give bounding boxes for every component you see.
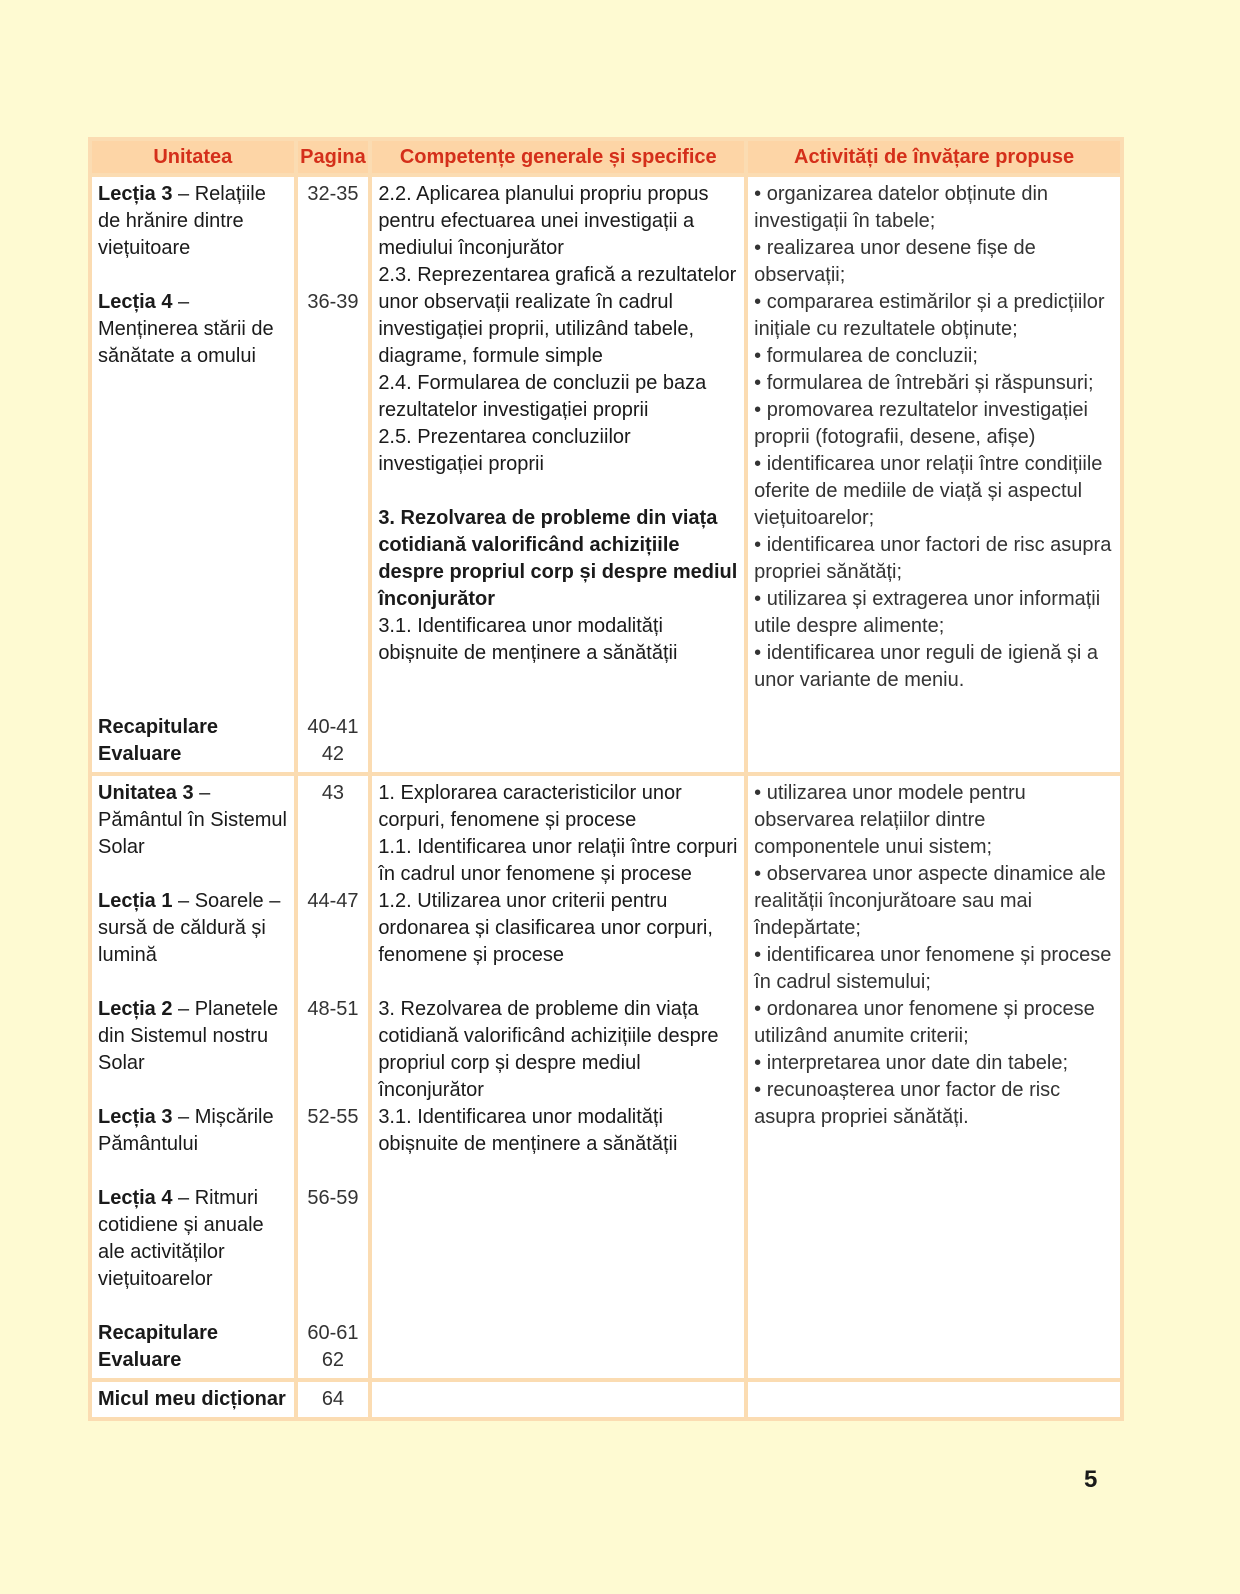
competences-cell xyxy=(370,774,746,1380)
activity-item: • identificarea unor relații între condițiile oferite de mediile de viață și aspectul viețuitoarelor; xyxy=(754,453,1103,529)
header-row xyxy=(90,139,1122,175)
recap-label: Recapitulare xyxy=(98,1322,219,1344)
lesson-title: Lecția 3 xyxy=(98,183,173,205)
unit-name: – Pământul în Sistemul Solar xyxy=(98,782,287,858)
competence-item: 3.1. Identificarea unor modalități obișnuite de menținere a sănătății xyxy=(378,1106,678,1155)
lesson-title: Lecția 4 xyxy=(98,291,173,313)
page-range: 62 xyxy=(321,1349,345,1371)
page-range: 40-41 xyxy=(307,716,359,738)
empty-cell xyxy=(746,1380,1122,1419)
activity-item: • interpretarea unor date din tabele; xyxy=(754,1052,1069,1074)
header-page: Pagina xyxy=(296,139,371,175)
unit-entry xyxy=(98,780,288,888)
activity-item: • identificarea unor fenomene și procese în cadrul sistemului; xyxy=(754,944,1112,993)
unit-cell xyxy=(90,774,296,1380)
competences-cell xyxy=(370,175,746,774)
dictionary-label: Micul meu dicționar xyxy=(90,1380,296,1419)
page-number: 5 xyxy=(1084,1466,1098,1493)
lesson-title: Lecția 3 xyxy=(98,1106,173,1128)
recap-label: Recapitulare xyxy=(98,716,219,738)
competence-item: 1. Explorarea caracteristicilor unor corpuri, fenomene și procese xyxy=(378,782,682,831)
table-row xyxy=(90,774,1122,1380)
competence-item: 1.2. Utilizarea unor criterii pentru ordonarea și clasificarea unor corpuri, fenomene și procese xyxy=(378,890,713,966)
lesson-title: Lecția 4 xyxy=(98,1187,173,1209)
header-unit: Unitatea xyxy=(90,139,296,175)
lesson-title: Lecția 2 xyxy=(98,998,173,1020)
page-range: 48-51 xyxy=(307,998,359,1020)
activity-item: • recunoașterea unor factor de risc asupra propriei sănătăți. xyxy=(754,1079,1061,1128)
page-cell xyxy=(296,774,371,1380)
activities-cell xyxy=(746,774,1122,1380)
page-range: 44-47 xyxy=(307,890,359,912)
lesson-entry xyxy=(98,996,288,1104)
header-competences: Competențe generale și specifice xyxy=(370,139,746,175)
competence-item: 3.1. Identificarea unor modalități obișnuite de menținere a sănătății xyxy=(378,615,678,664)
activity-item: • ordonarea unor fenomene și procese utilizând anumite criterii; xyxy=(754,998,1095,1047)
page-range: 36-39 xyxy=(307,291,359,313)
lesson-name: – Mișcările Pământului xyxy=(98,1106,274,1155)
unit-title: Unitatea 3 xyxy=(98,782,194,804)
lesson-entry xyxy=(98,1185,288,1320)
lesson-entry xyxy=(98,888,288,996)
activity-item: • compararea estimărilor și a predicțiilor inițiale cu rezultatele obținute; xyxy=(754,291,1105,340)
lesson-name: – Menținerea stării de sănătate a omului xyxy=(98,291,274,367)
competence-item: 1.1. Identificarea unor relații între corpuri în cadrul unor fenomene și procese xyxy=(378,836,738,885)
competence-item: 2.2. Aplicarea planului propriu propus pentru efectuarea unei investigații a mediului înconjurător xyxy=(378,183,709,259)
page-range: 43 xyxy=(321,782,345,804)
page-range: 32-35 xyxy=(307,183,359,205)
activity-item: • formularea de concluzii; xyxy=(754,345,978,367)
lesson-entry xyxy=(98,1104,288,1185)
competence-item: 3. Rezolvarea de probleme din viața cotidiană valorificând achizițiile despre propriul corp și despre mediul înconjurător xyxy=(378,998,719,1101)
activity-item: • promovarea rezultatelor investigației proprii (fotografii, desene, afișe) xyxy=(754,399,1088,448)
lesson-name: – Relațiile de hrănire dintre viețuitoare xyxy=(98,183,266,259)
competence-item: 2.3. Reprezentarea grafică a rezultatelor unor observații realizate în cadrul investigației proprii, utilizând tabele, diagrame, formule simple xyxy=(378,264,737,367)
competence-item: 2.4. Formularea de concluzii pe baza rezultatelor investigației proprii xyxy=(378,372,707,421)
page-range: 52-55 xyxy=(307,1106,359,1128)
page-range: 64 xyxy=(296,1380,371,1419)
lesson-name: – Soarele – sursă de căldură și lumină xyxy=(98,890,281,966)
activity-item: • realizarea unor desene fișe de observații; xyxy=(754,237,1036,286)
empty-cell xyxy=(370,1380,746,1419)
lesson-entry xyxy=(98,289,288,714)
activity-item: • organizarea datelor obținute din investigații în tabele; xyxy=(754,183,1049,232)
eval-label: Evaluare xyxy=(98,743,182,765)
table-row xyxy=(90,175,1122,774)
unit-cell xyxy=(90,175,296,774)
lesson-title: Lecția 1 xyxy=(98,890,173,912)
page-range: 42 xyxy=(321,743,345,765)
page-range: 60-61 xyxy=(307,1322,359,1344)
competence-heading: 3. Rezolvarea de probleme din viața cotidiană valorificând achizițiile despre propriul corp și despre mediul înconjurător xyxy=(378,507,738,610)
header-activities: Activități de învățare propuse xyxy=(746,139,1122,175)
activity-item: • identificarea unor factori de risc asupra propriei sănătăți; xyxy=(754,534,1112,583)
activity-item: • utilizarea și extragerea unor informații utile despre alimente; xyxy=(754,588,1101,637)
activity-item: • formularea de întrebări și răspunsuri; xyxy=(754,372,1094,394)
activities-cell xyxy=(746,175,1122,774)
activity-item: • utilizarea unor modele pentru observarea relațiilor dintre componentele unui sistem; xyxy=(754,782,1026,858)
activity-item: • identificarea unor reguli de igienă și a unor variante de meniu. xyxy=(754,642,1099,691)
competence-item: 2.5. Prezentarea concluziilor investigației proprii xyxy=(378,426,631,475)
lesson-entry xyxy=(98,181,288,289)
lesson-name: – Ritmuri cotidiene și anuale ale activităților viețuitoarelor xyxy=(98,1187,264,1290)
table-row xyxy=(90,1380,1122,1419)
curriculum-table xyxy=(88,137,1124,1421)
page-cell xyxy=(296,175,371,774)
activity-item: • observarea unor aspecte dinamice ale realității înconjurătoare sau mai îndepărtate; xyxy=(754,863,1106,939)
eval-label: Evaluare xyxy=(98,1349,182,1371)
lesson-name: – Planetele din Sistemul nostru Solar xyxy=(98,998,279,1074)
page-range: 56-59 xyxy=(307,1187,359,1209)
